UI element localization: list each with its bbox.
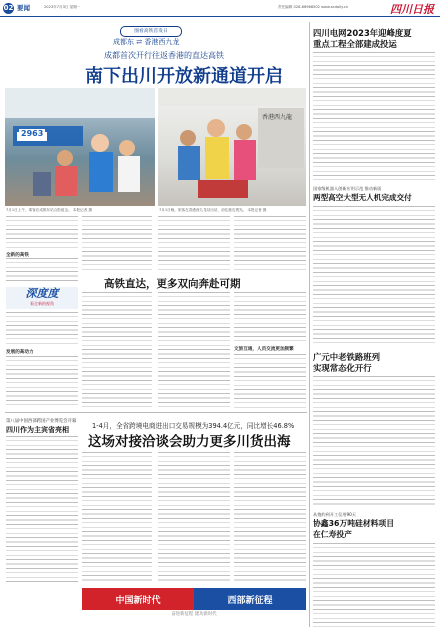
- train-number-board: 2963: [21, 129, 44, 138]
- photo-hk-west-kowloon: [158, 88, 306, 206]
- bottom-col-b: [158, 452, 230, 584]
- right-story3-headline-1: 广元中老铁路班列: [313, 352, 380, 362]
- photo2-caption: 7月1日晚，旅客在香港西九龙站出站，前往港岛观光。 本报记者 摄: [159, 208, 267, 212]
- right-story4-headline-1: 协鑫36万吨硅材料项目: [313, 519, 395, 528]
- col1-body-2: [6, 312, 78, 344]
- bottom-small-body: [6, 436, 78, 584]
- section-label: 要闻: [17, 4, 30, 12]
- col1-heading-2: 发展的高动力: [6, 350, 34, 355]
- brand-subtitle: 看全新的视角: [30, 301, 54, 306]
- bottom-col-c: [234, 452, 306, 584]
- page-number: 02: [3, 4, 14, 12]
- section-divider: [5, 412, 307, 413]
- center-mid-heading: 文旅互通，人员交流更加频繁: [234, 347, 294, 352]
- col1-body-3: [6, 356, 78, 406]
- newspaper-logo: 四川日报: [390, 3, 434, 16]
- banner-subtitle: 奋进新征程 建功新时代: [171, 612, 217, 617]
- photo-chengdu-station: [5, 88, 155, 206]
- bottom-banner: [82, 588, 306, 610]
- issue-date: 2023年7月3日 星期一: [44, 5, 81, 9]
- center-col-b-top: [158, 216, 230, 272]
- story-headline: 南下出川开放新通道开启: [85, 66, 283, 87]
- platform-scene: [5, 88, 155, 206]
- center-col-a-top: [82, 216, 152, 272]
- bottom-headline: 这场对接洽谈会助力更多川货出海: [88, 434, 291, 450]
- bottom-col-a: [82, 452, 152, 584]
- banner-left-text: 中国新时代: [115, 595, 161, 606]
- center-col-a: [82, 292, 152, 408]
- photo1-caption: 7月1日上午，乘客在成都东站合影留念。 本报记者 摄: [6, 208, 92, 212]
- station-sign: 香港西九龍: [262, 114, 293, 121]
- col1-body-1: [6, 258, 78, 284]
- col1-heading-1: 全新的高铁: [6, 253, 29, 258]
- kicker-badge: 图看高铁首发日: [120, 26, 182, 37]
- story-subtitle: 成都首次开行往返香港的直达高铁: [104, 51, 224, 60]
- center-col-c-top: [234, 216, 306, 272]
- right-story4-kicker: 从签约到开工仅用90天: [313, 512, 357, 517]
- right-column-rule: [309, 22, 310, 627]
- right-story2-body: [313, 206, 435, 346]
- right-story4-body: [313, 543, 435, 627]
- col1-intro: [6, 216, 78, 248]
- right-story3-headline-2: 实现常态化开行: [313, 363, 372, 373]
- right-story4-headline-2: 在仁寿投产: [313, 530, 352, 539]
- banner-right-text: 西部新征程: [227, 595, 273, 606]
- right-story2-kicker: 国家级机器人创新应用示范 推动新质: [313, 186, 382, 191]
- station-scene: [158, 88, 306, 206]
- kicker-route: 成都东 ⇄ 香港西九龙: [113, 38, 180, 46]
- right-story1-headline-2: 重点工程全部建成投运: [313, 39, 397, 49]
- center-col-b: [158, 292, 230, 408]
- editor-info: 责任编辑 028-86968502 www.scdaily.cn: [278, 5, 349, 9]
- center-section-title: 高铁直达，更多双向奔赴可期: [104, 278, 241, 290]
- right-story3-body: [313, 376, 435, 508]
- right-story1-body: [313, 52, 435, 180]
- brand-badge: [6, 287, 78, 309]
- bottom-small-headline: 四川作为主宾省亮相: [6, 426, 69, 434]
- right-story2-headline: 两型高空大型无人机完成交付: [313, 193, 412, 202]
- brand-title: 深度度: [25, 287, 59, 300]
- bottom-small-kicker: 第八届中国西部跨国产业博览会开幕: [6, 419, 77, 424]
- center-col-c2: [234, 354, 306, 408]
- bottom-kicker: 1-4月，全省跨境电商进出口交易规模为394.4亿元，同比增长46.8%: [92, 422, 295, 430]
- center-col-c1: [234, 292, 306, 342]
- right-story1-headline-1: 四川电网2023年迎峰度夏: [313, 28, 412, 38]
